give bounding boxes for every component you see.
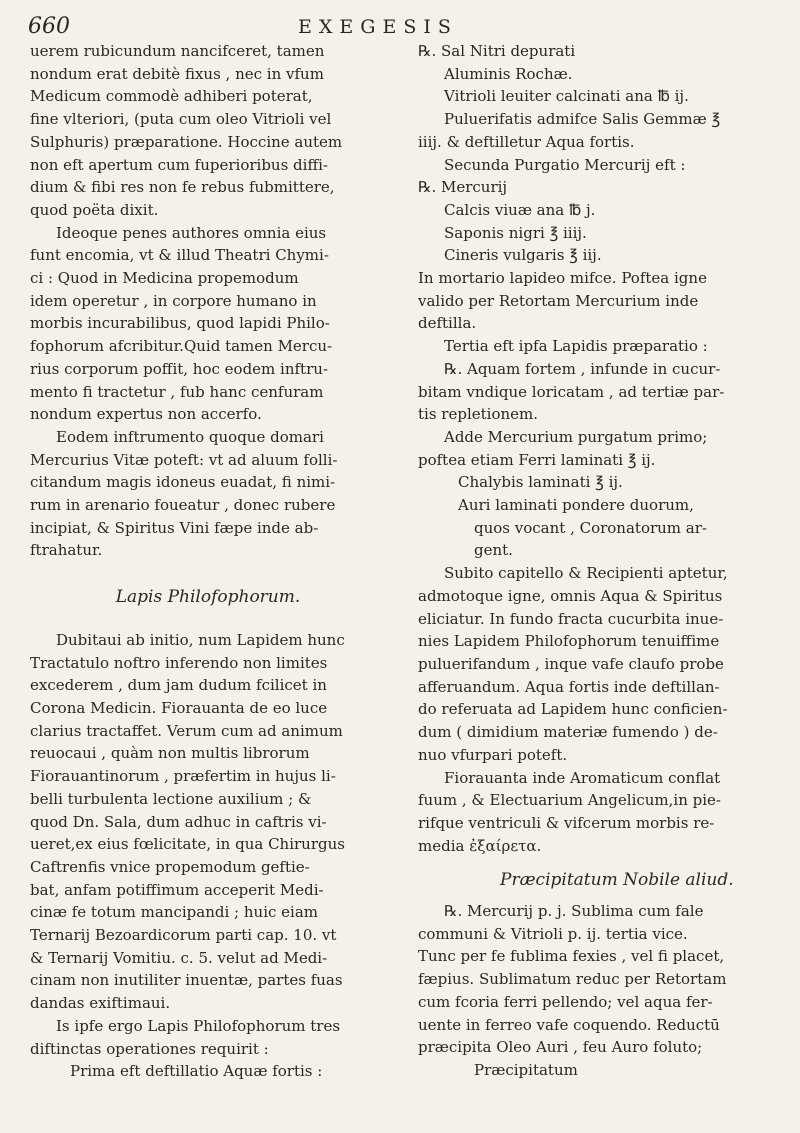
text-line: Is ipfe ergo Lapis Philofophorum tres [56, 1016, 341, 1035]
text-line: citandum magis idoneus euadat, fi nimi- [30, 473, 336, 492]
right-column [418, 40, 780, 1082]
recipe-aqua-fortis [418, 40, 780, 154]
text-line: ℞. Mercurij p. j. Sublima cum fale [444, 902, 704, 921]
text-line: afferuandum. Aqua fortis inde deftillan- [418, 677, 720, 696]
text-line: Ternarij Bezoardicorum parti cap. 10. vt [30, 926, 337, 945]
text-line: Medicum commodè adhiberi poterat, [30, 87, 313, 106]
text-line: bitam vndique loricatam , ad tertiæ par- [418, 382, 725, 401]
text-line: nondum erat debitè fixus , nec in vfum [30, 64, 324, 83]
text-line: Subito capitello & Recipienti aptetur, [444, 564, 728, 583]
text-line: Calcis viuæ ana ℔ j. [444, 200, 596, 219]
text-line: fine vlteriori, (puta cum oleo Vitrioli vel [30, 110, 332, 129]
text-line: idem operetur , in corpore humano in [30, 291, 317, 310]
text-line: dium & fibi res non fe rebus fubmittere, [30, 178, 335, 197]
text-line: Eodem inftrumento quoque domari [56, 427, 324, 446]
text-line: cum fcoria ferri pellendo; vel aqua fer- [418, 992, 713, 1011]
text-line: Cineris vulgaris ℥ iij. [444, 246, 602, 265]
text-line: morbis incurabilibus, quod lapidi Philo- [30, 314, 330, 333]
text-line: iiij. & deftilletur Aqua fortis. [418, 132, 635, 151]
text-line: eliciatur. In fundo fracta cucurbita inue- [418, 609, 724, 628]
text-line: Auri laminati pondere duorum, [458, 496, 694, 515]
text-line: reuocaui , quàm non multis librorum [30, 744, 310, 763]
text-line: do referuata ad Lapidem hunc conficien- [418, 700, 728, 719]
text-line: excederem , dum jam dudum fcilicet in [30, 676, 327, 695]
text-line: dandas exiftimaui. [30, 994, 171, 1013]
text-line: nuo vfurpari poteft. [418, 745, 568, 764]
text-line: non eft apertum cum fuperioribus diffi- [30, 155, 328, 174]
text-line: cinam non inutiliter inuentæ, partes fuas [30, 971, 343, 990]
catchword: Præcipitatum [474, 1060, 578, 1079]
recipe-lapis-preparatio [418, 335, 780, 562]
text-line: gent. [474, 541, 513, 560]
text-line: communi & Vitrioli p. ij. tertia vice. [418, 924, 688, 943]
text-line: ℞. Sal Nitri depurati [418, 42, 576, 60]
text-line: poftea etiam Ferri laminati ℥ ij. [418, 450, 656, 469]
text-line: Tertia eft ipfa Lapidis præparatio : [444, 337, 708, 356]
text-line: media ἐξαίρετα. [418, 836, 542, 855]
text-line: admotoque igne, omnis Aqua & Spiritus [418, 586, 723, 605]
text-line: Saponis nigri ℥ iiij. [444, 223, 587, 242]
text-line: nies Lapidem Philofophorum tenuiffime [418, 632, 720, 651]
text-line: rifque ventriculi & vifcerum morbis re- [418, 813, 715, 832]
section-heading: Lapis Philofophorum. [115, 587, 301, 608]
text-line: In mortario lapideo mifce. Poftea igne [418, 269, 707, 288]
text-line: fophorum afcribitur.Quid tamen Mercu- [30, 337, 333, 356]
text-line: clarius tractaffet. Verum cum ad animum [30, 721, 343, 740]
page-number: 660 [28, 14, 70, 39]
text-line: funt encomia, vt & illud Theatri Chymi- [30, 246, 329, 265]
text-line: rius corporum poffit, hoc eodem inftru- [30, 359, 328, 378]
text-line: ℞. Mercurij [418, 178, 508, 197]
text-line: Caftrenfis vnice propemodum geftie- [30, 857, 310, 876]
text-line: belli turbulenta lectione auxilium ; & [30, 789, 312, 808]
recipe-purgatio [418, 154, 780, 336]
text-line: diftinctas operationes requirit : [30, 1039, 269, 1058]
text-line: uente in ferreo vafe coquendo. Reductū [418, 1015, 720, 1034]
text-line: dum ( dimidium materiæ fumendo ) de- [418, 723, 718, 742]
text-line: cinæ fe totum mancipandi ; huic eiam [30, 903, 319, 922]
left-column [30, 40, 386, 1083]
text-line: rum in arenario foueatur , donec rubere [30, 496, 336, 515]
paragraph-operationes [30, 1015, 386, 1083]
text-line: tis repletionem. [418, 405, 538, 424]
text-line: incipiat, & Spiritus Vini fæpe inde ab- [30, 518, 319, 537]
text-line: nondum expertus non accerfo. [30, 405, 262, 424]
text-line: Vitrioli leuiter calcinati ana ℔ ij. [444, 87, 689, 106]
paragraph-praecipitatum [418, 900, 780, 1082]
paragraph-continuation [30, 40, 386, 222]
text-line: puluerifandum , inque vafe claufo probe [418, 654, 724, 673]
paragraph-encomia [30, 222, 386, 426]
text-line: & Ternarij Vomitiu. c. 5. velut ad Medi- [30, 948, 328, 967]
text-line: Aluminis Rochæ. [444, 64, 573, 83]
text-line: ℞. Aquam fortem , infunde in cucur- [444, 359, 721, 378]
running-head: EXEGESIS [298, 16, 458, 38]
text-line: ueret,ex eius fœlicitate, in qua Chirurgus [30, 835, 345, 854]
text-line: quod poëta dixit. [30, 200, 159, 219]
text-line: bat, anfam potiffimum acceperit Medi- [30, 880, 324, 899]
text-line: mento fi tractetur , fub hanc cenfuram [30, 382, 324, 401]
section-heading: Præcipitatum Nobile aliud. [500, 870, 734, 891]
text-line: Tractatulo noftro inferendo non limites [30, 653, 328, 672]
text-line: præcipita Oleo Auri , feu Auro foluto; [418, 1038, 703, 1057]
text-line: Secunda Purgatio Mercurij eft : [444, 155, 686, 174]
text-line: quos vocant , Coronatorum ar- [474, 518, 707, 537]
text-line: deftilla. [418, 314, 477, 333]
text-line: Puluerifatis admifce Salis Gemmæ ℥ [444, 110, 721, 129]
text-line: Adde Mercurium purgatum primo; [444, 427, 708, 446]
text-line: Mercurius Vitæ poteft: vt ad aluum folli- [30, 450, 338, 469]
text-line: ftrahatur. [30, 541, 103, 560]
paragraph-fiorauanta [418, 767, 780, 858]
text-line: Ideoque penes authores omnia eius [56, 223, 327, 242]
text-line: Sulphuris) præparatione. Hoccine autem [30, 132, 343, 151]
text-line: Dubitaui ab initio, num Lapidem hunc [56, 630, 345, 649]
text-line: uerem rubicundum nancifceret, tamen [30, 42, 325, 60]
text-line: Fiorauanta inde Aromaticum conflat [444, 768, 721, 787]
paragraph-dubitaui [30, 629, 386, 1015]
text-line: valido per Retortam Mercurium inde [418, 291, 699, 310]
text-line: Corona Medicin. Fiorauanta de eo luce [30, 698, 328, 717]
text-line: Fiorauantinorum , præfertim in hujus li- [30, 767, 336, 786]
text-line: fuum , & Electuarium Angelicum,in pie- [418, 791, 721, 810]
text-line: quod Dn. Sala, dum adhuc in caftris vi- [30, 812, 327, 831]
text-line: ci : Quod in Medicina propemodum [30, 269, 299, 288]
text-line: fæpius. Sublimatum reduc per Retortam [418, 970, 727, 989]
text-line: Tunc per fe fublima fexies , vel fi placet, [418, 947, 725, 966]
text-line: Prima eft deftillatio Aquæ fortis : [70, 1062, 323, 1081]
text-line: Chalybis laminati ℥ ij. [458, 473, 623, 492]
paragraph-eodem [30, 426, 386, 562]
paragraph-subito [418, 562, 780, 766]
